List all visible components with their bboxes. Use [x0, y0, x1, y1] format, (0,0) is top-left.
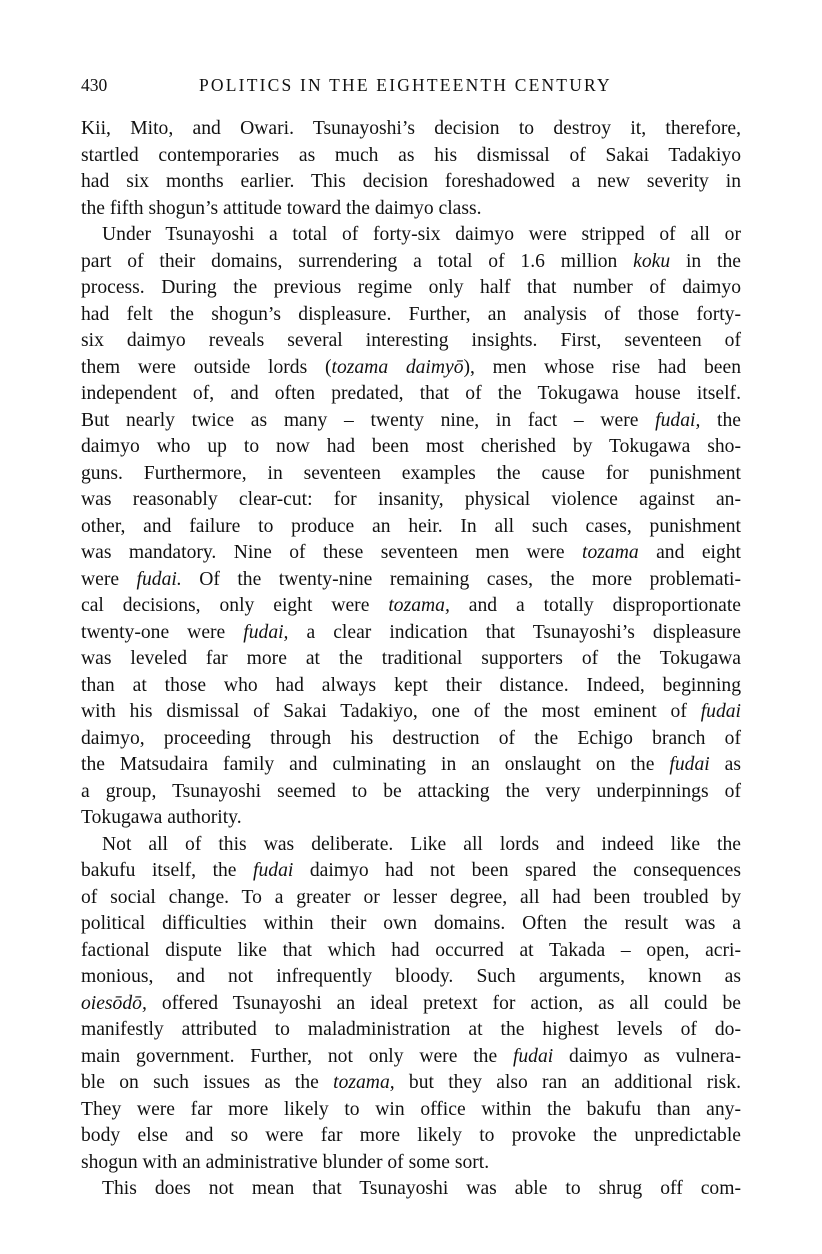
- italic-term: oiesōdō,: [81, 992, 147, 1014]
- text-segment: part of their domains, surrendering a total of 1.6 million: [81, 250, 634, 272]
- italic-term: fudai: [669, 754, 710, 775]
- text-segment: independent of, and often predated, that of the Tokugawa house itself.: [81, 383, 741, 404]
- text-segment: the Matsudaira family and culminating in an onslaught on the: [81, 754, 670, 775]
- text-line: [81, 911, 741, 938]
- text-segment: process. During the previous regime only half that number of daimyo: [81, 277, 741, 298]
- text-line: [81, 858, 741, 885]
- text-line: [81, 593, 741, 620]
- text-line: [81, 1150, 741, 1177]
- text-segment: daimyo, proceeding through his destruction of the Echigo branch of: [81, 727, 741, 749]
- text-segment: a group, Tsunayoshi seemed to be attacking the very underpinnings of: [81, 780, 741, 802]
- text-line: [81, 408, 741, 435]
- text-segment: startled contemporaries as much as his dismissal of Sakai Tadakiyo: [81, 144, 741, 166]
- text-segment: daimyo who up to now had been most cherished by Tokugawa sho-: [81, 436, 741, 457]
- italic-term: fudai,: [655, 409, 701, 431]
- text-line: [81, 514, 741, 541]
- italic-term: fudai: [512, 1045, 554, 1067]
- text-segment: was leveled far more at the traditional supporters of the Tokugawa: [81, 648, 741, 669]
- text-segment: the fifth shogun’s attitude toward the daimyo class.: [81, 197, 482, 219]
- text-segment: but they also ran an additional risk.: [394, 1072, 741, 1093]
- text-line: [81, 1176, 741, 1203]
- italic-term: tozama,: [333, 1072, 395, 1093]
- text-segment: Under Tsunayoshi a total of forty-six daimyo were stripped of all or: [102, 224, 741, 245]
- text-segment: the: [700, 409, 741, 431]
- text-line: [81, 328, 741, 355]
- text-segment: ), men whose rise had been: [463, 356, 741, 378]
- text-line: [81, 1044, 741, 1071]
- text-segment: factional dispute like that which had occurred at Takada – open, acri-: [81, 939, 741, 961]
- text-segment: This does not mean that Tsunayoshi was able to shrug off com-: [102, 1178, 741, 1199]
- text-segment: body else and so were far more likely to provoke the unpredictable: [81, 1125, 741, 1146]
- text-line: [81, 169, 741, 196]
- text-line: [81, 381, 741, 408]
- text-segment: shogun with an administrative blunder of some sort.: [81, 1151, 490, 1173]
- text-segment: was reasonably clear-cut: for insanity, physical violence against an-: [81, 489, 741, 510]
- text-line: [81, 726, 741, 753]
- text-line: [81, 487, 741, 514]
- text-segment: cal decisions, only eight were: [81, 595, 389, 616]
- text-segment: and a totally disproportionate: [449, 595, 741, 616]
- text-line: [81, 646, 741, 673]
- text-segment: other, and failure to produce an heir. In all such cases, punishment: [81, 515, 741, 537]
- italic-term: fudai.: [136, 568, 182, 590]
- text-line: [81, 1123, 741, 1150]
- text-segment: monious, and not infrequently bloody. Such arguments, known as: [81, 966, 741, 987]
- text-line: [81, 567, 741, 594]
- text-line: [81, 302, 741, 329]
- text-segment: ble on such issues as the: [81, 1072, 334, 1093]
- italic-term: tozama,: [388, 595, 450, 616]
- text-line: [81, 143, 741, 170]
- italic-term: fudai: [700, 701, 741, 722]
- text-segment: They were far more likely to win office within the bakufu than any-: [81, 1098, 741, 1120]
- body-text: [81, 116, 741, 1203]
- text-segment: manifestly attributed to maladministration at the highest levels of do-: [81, 1019, 741, 1040]
- text-segment: Of the twenty-nine remaining cases, the more problemati-: [181, 568, 741, 590]
- text-line: [81, 938, 741, 965]
- text-segment: six daimyo reveals several interesting insights. First, seventeen of: [81, 330, 741, 351]
- text-segment: daimyo as vulnera-: [553, 1045, 741, 1067]
- text-line: [81, 673, 741, 700]
- text-line: [81, 779, 741, 806]
- text-line: [81, 699, 741, 726]
- text-segment: guns. Furthermore, in seventeen examples the cause for punishment: [81, 462, 741, 484]
- text-segment: Not all of this was deliberate. Like all lords and indeed like the: [102, 833, 741, 855]
- italic-term: fudai: [253, 860, 294, 881]
- text-segment: had six months earlier. This decision foreshadowed a new severity in: [81, 171, 741, 192]
- italic-term: koku: [633, 250, 671, 272]
- text-line: [81, 832, 741, 859]
- text-segment: a clear indication that Tsunayoshi’s displeasure: [288, 621, 741, 643]
- text-segment: twenty-one were: [81, 621, 244, 643]
- italic-term: fudai,: [243, 621, 289, 643]
- text-segment: political difficulties within their own domains. Often the result was a: [81, 913, 741, 934]
- text-segment: But nearly twice as many – twenty nine, in fact – were: [81, 409, 656, 431]
- italic-term: tozama daimyō: [331, 356, 464, 378]
- page-number: 430: [81, 75, 108, 95]
- text-segment: main government. Further, not only were the: [81, 1045, 513, 1067]
- text-line: [81, 1017, 741, 1044]
- text-line: [81, 355, 741, 382]
- text-segment: bakufu itself, the: [81, 860, 254, 881]
- text-line: [81, 434, 741, 461]
- text-line: [81, 1097, 741, 1124]
- italic-term: tozama: [582, 542, 639, 563]
- text-segment: were: [81, 568, 137, 590]
- text-line: [81, 885, 741, 912]
- text-segment: than at those who had always kept their distance. Indeed, beginning: [81, 674, 741, 696]
- text-segment: Tokugawa authority.: [81, 807, 242, 828]
- text-line: [81, 991, 741, 1018]
- text-line: [81, 620, 741, 647]
- text-line: [81, 805, 741, 832]
- text-segment: with his dismissal of Sakai Tadakiyo, one of the most eminent of: [81, 701, 701, 722]
- text-segment: and eight: [638, 542, 741, 563]
- text-segment: daimyo had not been spared the consequences: [293, 860, 741, 881]
- text-segment: as: [709, 754, 741, 775]
- text-segment: Kii, Mito, and Owari. Tsunayoshi’s decision to destroy it, therefore,: [81, 118, 741, 139]
- running-title: POLITICS IN THE EIGHTEENTH CENTURY: [199, 75, 612, 95]
- text-line: [81, 196, 741, 223]
- text-line: [81, 461, 741, 488]
- running-header: [81, 73, 741, 97]
- text-segment: was mandatory. Nine of these seventeen men were: [81, 542, 583, 563]
- text-line: [81, 964, 741, 991]
- text-segment: had felt the shogun’s displeasure. Further, an analysis of those forty-: [81, 303, 741, 325]
- text-segment: in the: [670, 250, 741, 272]
- text-line: [81, 249, 741, 276]
- text-segment: of social change. To a greater or lesser degree, all had been troubled by: [81, 886, 741, 908]
- text-segment: them were outside lords (: [81, 356, 332, 378]
- text-line: [81, 222, 741, 249]
- text-segment: offered Tsunayoshi an ideal pretext for action, as all could be: [146, 992, 741, 1014]
- text-line: [81, 116, 741, 143]
- text-line: [81, 1070, 741, 1097]
- text-line: [81, 540, 741, 567]
- text-line: [81, 752, 741, 779]
- text-line: [81, 275, 741, 302]
